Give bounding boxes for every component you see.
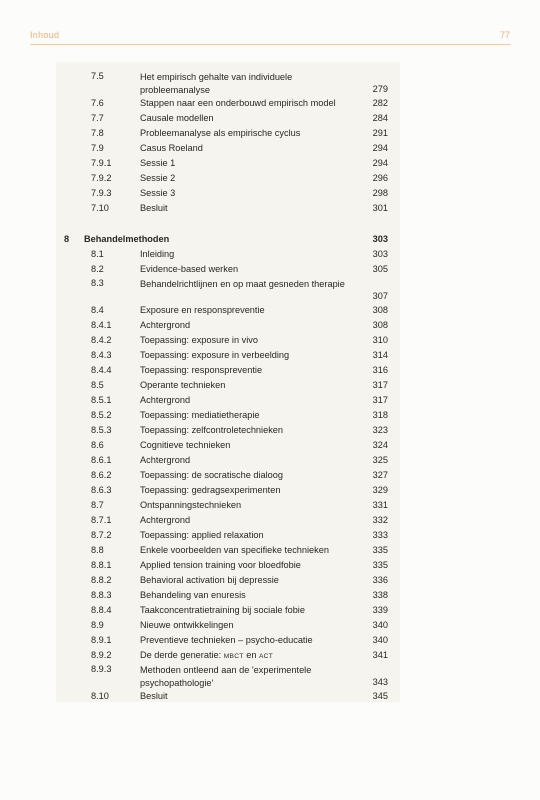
toc-entry-number: 7.9.2 (91, 173, 112, 183)
toc-entry (56, 558, 400, 573)
toc-entry-page: 341 (372, 650, 388, 660)
toc-entry-number: 8.5 (91, 380, 104, 390)
toc-entry-title: Enkele voorbeelden van specifieke technieken (140, 545, 329, 555)
toc-entry (56, 543, 400, 558)
toc-entry-title: Exposure en responspreventie (140, 305, 265, 315)
toc-entry-number: 8.6.1 (91, 455, 112, 465)
toc-entry-title: Ontspanningstechnieken (140, 500, 242, 510)
toc-entry (56, 378, 400, 393)
toc-entry (56, 318, 400, 333)
toc-entry-title: Toepassing: zelfcontroletechnieken (140, 425, 284, 435)
toc-entry-page: 296 (372, 173, 388, 183)
toc-chapter-heading (56, 232, 400, 247)
toc-entry (56, 171, 400, 186)
toc-entry-title: Applied tension training voor bloedfobie (140, 560, 301, 570)
toc-entry-number: 8.4.1 (91, 320, 112, 330)
toc-entry-number: 8.8.2 (91, 575, 112, 585)
toc-entry-number: 7.8 (91, 128, 104, 138)
toc-entry-number: 8.8.4 (91, 605, 112, 615)
toc-entry (56, 483, 400, 498)
toc-entry (56, 603, 400, 618)
toc-entry-page: 308 (372, 320, 388, 330)
toc-entry-page: 335 (372, 545, 388, 555)
toc-entry-number: 8.8.3 (91, 590, 112, 600)
toc-entry-title: Behavioral activation bij depressie (140, 575, 279, 585)
toc-entry-number: 8.7.1 (91, 515, 112, 525)
toc-entry-page: 279 (372, 84, 388, 94)
toc-entry (56, 408, 400, 423)
toc-entry-title: Methoden ontleend aan de 'experimentele psychopathologie' (140, 665, 312, 688)
toc-entry (56, 498, 400, 513)
table-of-contents (56, 70, 400, 704)
toc-entry-title: Sessie 1 (140, 158, 176, 168)
toc-chapter-number: 8 (64, 234, 70, 244)
toc-entry-number: 8.5.2 (91, 410, 112, 420)
toc-entry-number: 7.5 (91, 71, 104, 81)
toc-entry (56, 393, 400, 408)
toc-entry (56, 663, 400, 689)
toc-entry (56, 689, 400, 704)
toc-entry-page: 327 (372, 470, 388, 480)
toc-entry-page: 317 (372, 395, 388, 405)
toc-entry-number: 8.1 (91, 249, 104, 259)
toc-entry-page: 316 (372, 365, 388, 375)
toc-entry (56, 126, 400, 141)
toc-entry-number: 8.9.2 (91, 650, 112, 660)
toc-entry-title: Preventieve technieken – psycho-educatie (140, 635, 313, 645)
toc-entry-page: 323 (372, 425, 388, 435)
toc-entry-title: Toepassing: exposure in verbeelding (140, 350, 290, 360)
toc-entry-title: Toepassing: de socratische dialoog (140, 470, 284, 480)
toc-entry-number: 7.10 (91, 203, 109, 213)
toc-entry-page: 298 (372, 188, 388, 198)
toc-entry (56, 156, 400, 171)
toc-entry-page: 331 (372, 500, 388, 510)
toc-entry-title: Besluit (140, 691, 168, 701)
toc-entry-page: 303 (372, 249, 388, 259)
toc-entry-title: Achtergrond (140, 515, 191, 525)
toc-entry-page: 308 (372, 305, 388, 315)
toc-entry-title: Achtergrond (140, 320, 191, 330)
toc-entry-title: Sessie 3 (140, 188, 176, 198)
page-header (30, 30, 510, 45)
toc-entry-number: 8.4.4 (91, 365, 112, 375)
toc-entry (56, 423, 400, 438)
toc-entry-title: Toepassing: gedragsexperimenten (140, 485, 281, 495)
toc-entry-page: 324 (372, 440, 388, 450)
toc-entry-page: 318 (372, 410, 388, 420)
toc-entry (56, 96, 400, 111)
toc-entry-page: 305 (372, 264, 388, 274)
toc-entry-page: 338 (372, 590, 388, 600)
toc-entry (56, 262, 400, 277)
toc-entry-page: 291 (372, 128, 388, 138)
toc-entry-number: 7.7 (91, 113, 104, 123)
toc-entry-page: 294 (372, 158, 388, 168)
toc-entry-page: 310 (372, 335, 388, 345)
toc-entry-page: 336 (372, 575, 388, 585)
toc-entry-title: Sessie 2 (140, 173, 176, 183)
toc-entry-page: 335 (372, 560, 388, 570)
toc-entry (56, 363, 400, 378)
toc-entry-title: Probleemanalyse als empirische cyclus (140, 128, 301, 138)
toc-entry-page: 329 (372, 485, 388, 495)
toc-entry-title: Achtergrond (140, 455, 191, 465)
toc-entry-title: Toepassing: applied relaxation (140, 530, 264, 540)
toc-entry-page: 317 (372, 380, 388, 390)
toc-entry-number: 8.8.1 (91, 560, 112, 570)
toc-entry-title: Besluit (140, 203, 168, 213)
toc-entry (56, 588, 400, 603)
toc-entry-number: 7.9.3 (91, 188, 112, 198)
chapter-spacer (56, 216, 400, 232)
toc-entry-title: Behandeling van enuresis (140, 590, 246, 600)
toc-entry-title: Operante technieken (140, 380, 226, 390)
toc-entry-number: 8.4.3 (91, 350, 112, 360)
toc-entry-title: Het empirisch gehalte van individuele probleemanalyse (140, 72, 293, 95)
toc-entry (56, 618, 400, 633)
running-header-title: Inhoud (30, 30, 60, 40)
toc-entry-title-abbrev-act: ACT (258, 653, 274, 660)
toc-entry (56, 333, 400, 348)
toc-entry-page: 345 (372, 691, 388, 701)
toc-entry-title-conjunction: en (243, 650, 259, 660)
toc-entry-page: 333 (372, 530, 388, 540)
toc-entry-number: 8.9 (91, 620, 104, 630)
toc-entry-title: Casus Roeland (140, 143, 203, 153)
toc-entry (56, 468, 400, 483)
toc-entry-page: 307 (372, 291, 388, 301)
toc-entry-title-prefix: De derde generatie: (140, 650, 224, 660)
toc-entry-title: Taakconcentratietraining bij sociale fobie (140, 605, 305, 615)
toc-entry-page: 284 (372, 113, 388, 123)
toc-entry-number: 8.7.2 (91, 530, 112, 540)
toc-entry-number: 8.4 (91, 305, 104, 315)
toc-entry (56, 348, 400, 363)
toc-entry-number: 8.6.2 (91, 470, 112, 480)
toc-entry-title: Evidence-based werken (140, 264, 239, 274)
toc-entry-number: 7.9.1 (91, 158, 112, 168)
toc-entry-title: Stappen naar een onderbouwd empirisch model (140, 98, 336, 108)
toc-entry-page: 325 (372, 455, 388, 465)
toc-entry-number: 8.9.1 (91, 635, 112, 645)
toc-entry (56, 70, 400, 96)
toc-entry-page: 339 (372, 605, 388, 615)
toc-chapter-title: Behandelmethoden (84, 234, 170, 244)
toc-entry-number: 8.3 (91, 278, 104, 288)
table-of-contents-panel (56, 62, 400, 702)
toc-entry-title: Cognitieve technieken (140, 440, 231, 450)
toc-entry-page: 332 (372, 515, 388, 525)
toc-entry (56, 513, 400, 528)
running-header-page-number: 77 (499, 30, 510, 40)
toc-entry-title: Inleiding (140, 249, 175, 259)
toc-entry-title (140, 648, 355, 664)
toc-entry-number: 8.5.3 (91, 425, 112, 435)
toc-entry (56, 277, 400, 303)
toc-entry-title: Nieuwe ontwikkelingen (140, 620, 234, 630)
toc-entry-number: 8.5.1 (91, 395, 112, 405)
toc-entry (56, 633, 400, 648)
toc-entry-title: Toepassing: mediatietherapie (140, 410, 260, 420)
toc-entry-page: 340 (372, 620, 388, 630)
toc-entry (56, 573, 400, 588)
toc-entry-number: 8.10 (91, 691, 109, 701)
toc-entry-page: 294 (372, 143, 388, 153)
toc-entry-number: 8.6 (91, 440, 104, 450)
toc-entry-page: 301 (372, 203, 388, 213)
toc-entry-number: 7.9 (91, 143, 104, 153)
toc-entry-number: 8.6.3 (91, 485, 112, 495)
toc-entry-page: 282 (372, 98, 388, 108)
toc-entry-number: 8.9.3 (91, 664, 112, 674)
toc-entry-title-abbrev-mbct: MBCT (223, 653, 244, 660)
toc-entry-number: 8.7 (91, 500, 104, 510)
toc-entry-number: 8.8 (91, 545, 104, 555)
toc-entry-title: Toepassing: responspreventie (140, 365, 263, 375)
toc-entry (56, 438, 400, 453)
toc-entry (56, 111, 400, 126)
toc-entry (56, 453, 400, 468)
toc-chapter-page: 303 (372, 234, 388, 244)
toc-entry (56, 528, 400, 543)
toc-entry-page: 314 (372, 350, 388, 360)
toc-entry-number: 7.6 (91, 98, 104, 108)
toc-entry-title: Behandelrichtlijnen en op maat gesneden therapie (140, 279, 345, 289)
toc-entry-number: 8.2 (91, 264, 104, 274)
toc-entry-title: Toepassing: exposure in vivo (140, 335, 258, 345)
toc-entry-number: 8.4.2 (91, 335, 112, 345)
toc-entry (56, 201, 400, 216)
toc-entry-title: Causale modellen (140, 113, 214, 123)
toc-entry (56, 303, 400, 318)
toc-entry-title: Achtergrond (140, 395, 191, 405)
toc-entry-page: 343 (372, 677, 388, 687)
toc-entry (56, 141, 400, 156)
toc-entry-page: 340 (372, 635, 388, 645)
toc-entry (56, 186, 400, 201)
toc-entry (56, 648, 400, 663)
toc-entry (56, 247, 400, 262)
